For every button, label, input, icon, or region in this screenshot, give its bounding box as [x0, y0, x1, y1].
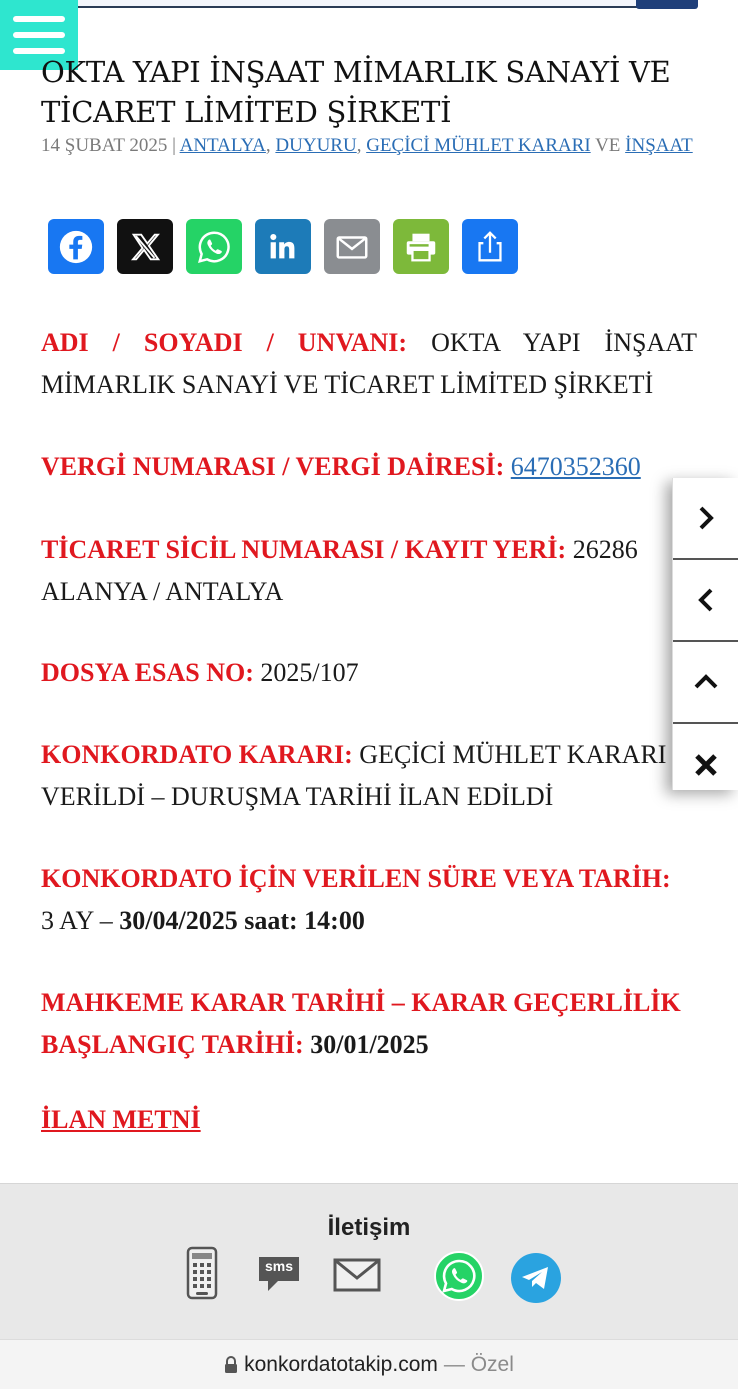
share-email-button[interactable]	[324, 219, 380, 274]
notice-text-link[interactable]: İLAN METNİ	[41, 1105, 201, 1134]
field-name-label: ADI / SOYADI / UNVANI:	[41, 328, 408, 357]
contact-bar	[0, 1183, 738, 1339]
field-tax-label: VERGİ NUMARASI / VERGİ DAİRESİ:	[41, 452, 505, 481]
email-icon	[333, 228, 371, 266]
floating-side-nav	[672, 478, 738, 790]
chevron-left-icon	[692, 586, 720, 614]
field-court-value: 30/01/2025	[310, 1030, 429, 1059]
category-link-gecici-muhlet[interactable]: GEÇİCİ MÜHLET KARARI	[366, 135, 591, 156]
post-title: OKTA YAPI İNŞAAT MİMARLIK SANAYİ VE TİCARET LİMİTED ŞİRKETİ	[41, 55, 671, 129]
share-more-button[interactable]	[462, 219, 518, 274]
next-post-button[interactable]	[673, 478, 738, 560]
print-button[interactable]	[393, 219, 449, 274]
field-decision-label: KONKORDATO KARARI:	[41, 740, 353, 769]
share-linkedin-button[interactable]	[255, 219, 311, 274]
contact-title: İletişim	[327, 1214, 411, 1241]
field-decision	[41, 734, 672, 818]
share-bar	[48, 219, 518, 274]
whatsapp-contact-icon[interactable]	[433, 1250, 485, 1302]
x-icon	[126, 228, 164, 266]
email-contact-icon[interactable]	[333, 1258, 381, 1292]
field-file-label: DOSYA ESAS NO:	[41, 658, 254, 687]
lock-icon	[224, 1356, 238, 1374]
close-icon	[692, 751, 720, 779]
field-name	[41, 322, 697, 406]
sms-label: sms	[264, 1258, 294, 1274]
private-mode-label: — Özel	[443, 1352, 514, 1376]
chevron-up-icon	[692, 668, 720, 696]
field-trade-label: TİCARET SİCİL NUMARASI / KAYIT YERİ:	[41, 535, 567, 564]
field-file-no	[41, 652, 697, 694]
scroll-top-button[interactable]	[673, 642, 738, 724]
browser-url-bar[interactable]	[0, 1339, 738, 1389]
field-period-label: KONKORDATO İÇİN VERİLEN SÜRE VEYA TARİH:	[41, 864, 671, 893]
previous-post-button[interactable]	[673, 560, 738, 642]
field-court-label: MAHKEME KARAR TARİHİ – KARAR GEÇERLİLİK BAŞLANGIÇ TARİHİ:	[41, 988, 681, 1059]
tax-number-link[interactable]: 6470352360	[510, 452, 641, 481]
share-facebook-button[interactable]	[48, 219, 104, 274]
field-period-date: 30/04/2025 saat: 14:00	[119, 906, 365, 935]
field-trade-registry	[41, 529, 672, 571]
close-nav-button[interactable]	[673, 724, 738, 806]
telegram-contact-icon[interactable]	[510, 1252, 562, 1304]
post-date: 14 ŞUBAT 2025	[41, 135, 168, 156]
category-link-insaat[interactable]: İNŞAAT	[625, 135, 693, 156]
field-period-value: 3 AY –	[41, 906, 120, 935]
field-period	[41, 858, 697, 942]
menu-bar-icon	[13, 32, 65, 38]
header-search-button[interactable]	[636, 0, 698, 9]
phone-icon[interactable]	[186, 1246, 218, 1300]
field-name-value: OKTA YAPI İNŞAAT MİMARLIK SANAYİ VE TİCARET LİMİTED ŞİRKETİ	[41, 328, 698, 399]
share-x-button[interactable]	[117, 219, 173, 274]
chevron-right-icon	[692, 504, 720, 532]
share-icon	[471, 228, 509, 266]
field-file-value: 2025/107	[260, 658, 359, 687]
print-icon	[402, 228, 440, 266]
category-link-duyuru[interactable]: DUYURU	[275, 135, 357, 156]
facebook-icon	[57, 228, 95, 266]
menu-bar-icon	[13, 16, 65, 22]
field-tax	[41, 446, 672, 488]
field-trade-value: 26286	[572, 535, 638, 564]
linkedin-icon	[264, 228, 302, 266]
field-trade-place: ALANYA / ANTALYA	[41, 577, 284, 606]
sms-button[interactable]	[256, 1254, 302, 1296]
post-meta: 14 ŞUBAT 2025 | ANTALYA, DUYURU, GEÇİCİ MÜHLET KARARI VE İNŞAAT	[41, 135, 693, 156]
category-link-antalya[interactable]: ANTALYA	[179, 135, 266, 156]
header-search-strip	[72, 0, 638, 8]
field-court-date	[41, 982, 697, 1066]
whatsapp-icon	[195, 228, 233, 266]
share-whatsapp-button[interactable]	[186, 219, 242, 274]
url-text: konkordatotakip.com	[244, 1352, 438, 1376]
field-decision-value: GEÇİCİ MÜHLET KARARI VERİLDİ – DURUŞMA TARİHİ İLAN EDİLDİ	[41, 740, 667, 811]
